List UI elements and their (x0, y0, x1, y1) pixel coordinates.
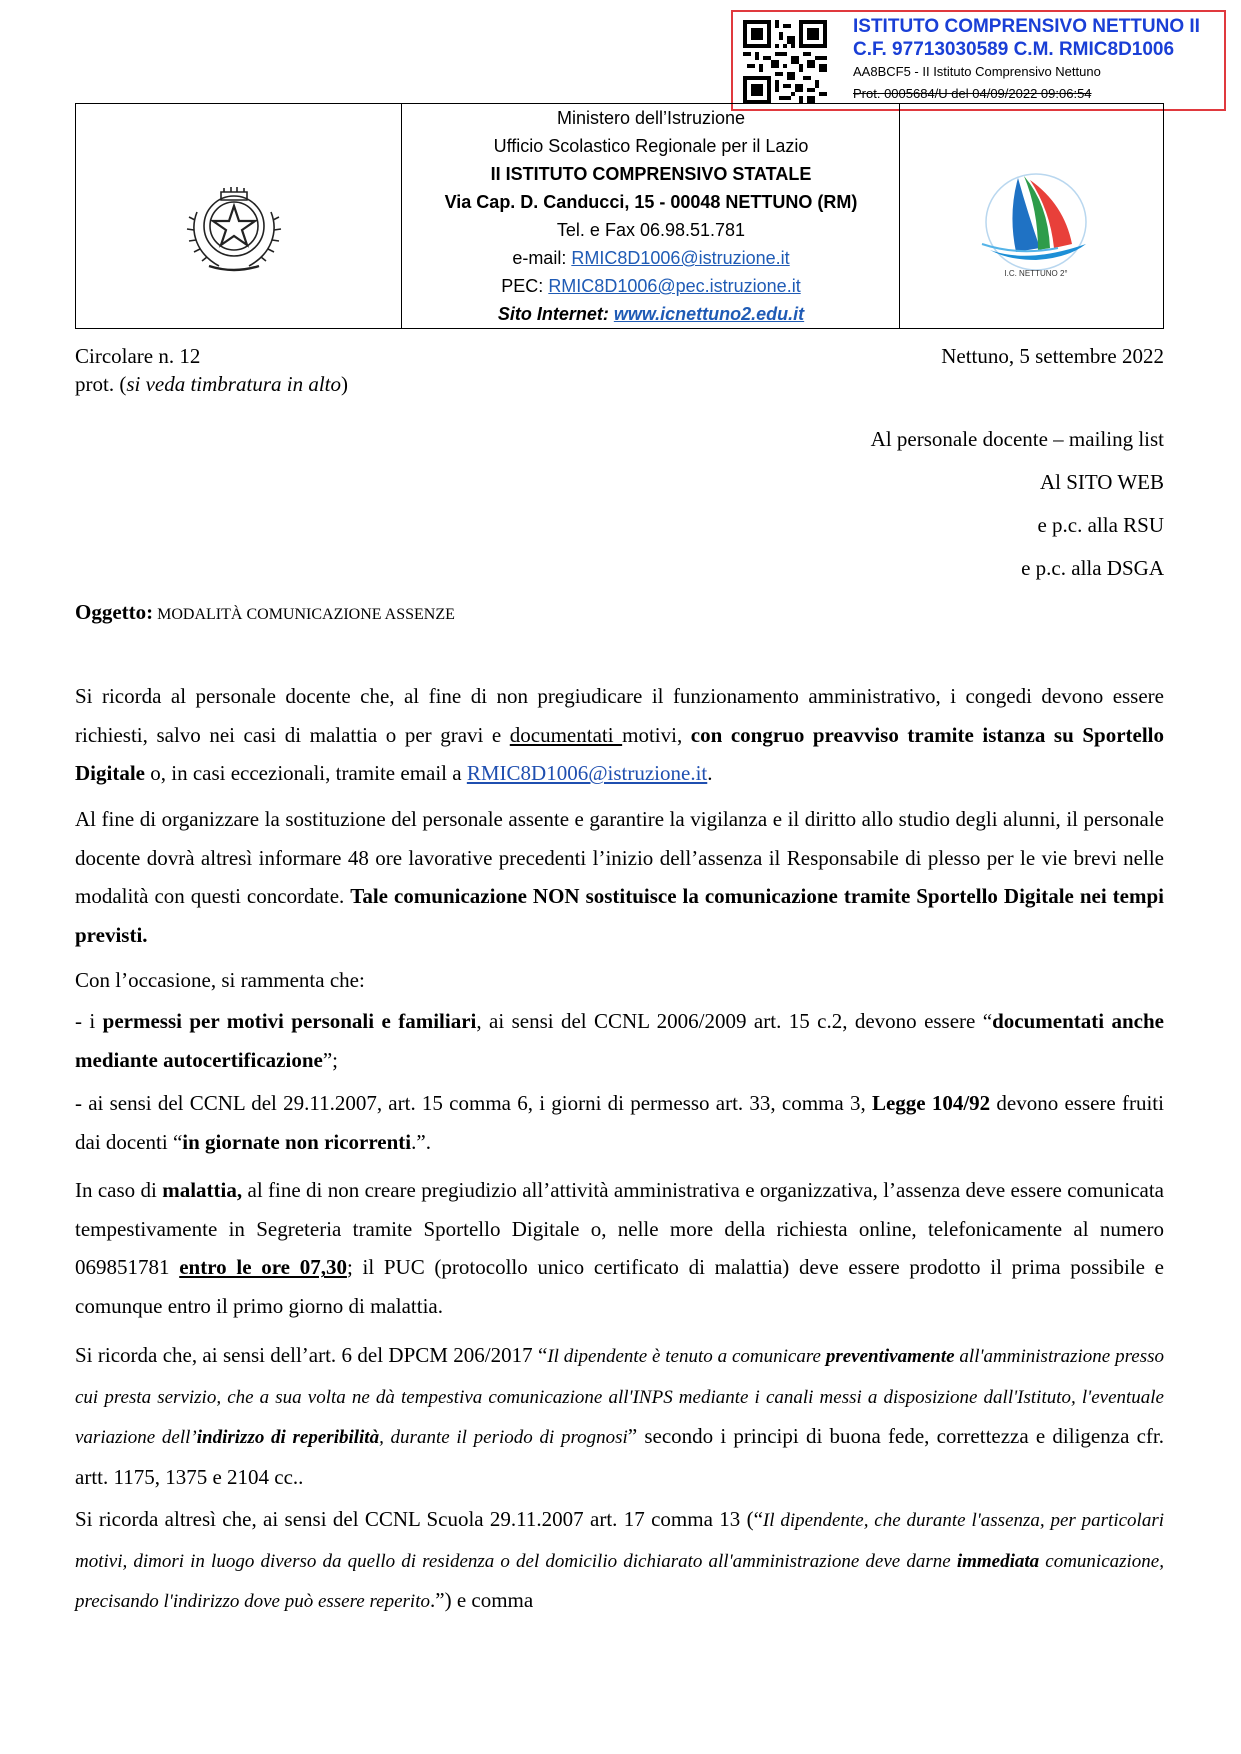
recipient: Al SITO WEB (1039, 470, 1164, 494)
pec-label: PEC: (501, 276, 549, 296)
place-date: Nettuno, 5 settembre 2022 (941, 344, 1164, 368)
email-link[interactable]: RMIC8D1006@istruzione.it (466, 761, 708, 786)
body-paragraph-5: - ai sensi del CCNL del 29.11.2007, art. 15 comma 6, i giorni di permesso art. 33, comma 3, Legge 104/92 devono essere fruiti dai docenti “in giornate non ricorrenti.”. (75, 1091, 1164, 1154)
email-link[interactable]: RMIC8D1006@istruzione.it (571, 248, 790, 268)
recipient: Al personale docente – mailing list (870, 427, 1164, 451)
email-label: e-mail: (512, 248, 572, 268)
letterhead-table (75, 103, 1164, 329)
header-ministry: Ministero dell’Istruzione (556, 108, 746, 128)
header-pec-line (402, 272, 900, 300)
stamp-protocol: Prot. 0005684/U del 04/09/2022 09:06:54 (853, 86, 1092, 101)
body-paragraph-6: In caso di malattia, al fine di non creare pregiudizio all’attività amministrativa e organizzativa, l’assenza deve essere comunicata tempestivamente in Segreteria tramite Sportello Digitale o, nelle more della richiesta online, telefonicamente al numero 069851781 entro le ore 07,30; il PUC (protocollo unico certificato di malattia) deve essere prodotto il prima possibile e comunque entro il primo giorno di malattia. (75, 1178, 1165, 1319)
stamp-school-name: ISTITUTO COMPRENSIVO NETTUNO II (853, 16, 1200, 37)
stamp-aoo: AA8BCF5 - II Istituto Comprensivo Nettuno (853, 64, 1101, 79)
body-paragraph-2: Al fine di organizzare la sostituzione del personale assente e garantire la vigilanza e il diritto allo studio degli alunni, il personale docente dovrà altresì informare 48 ore lavorative precedenti l’inizio dell’assenza il Responsabile di plesso per le vie brevi nelle modalità con questi concordate. Tale comunicazione NON sostituisce la comunicazione tramite Sportello Digitale nei tempi previsti. (75, 807, 1164, 948)
body-paragraph-4: - i permessi per motivi personali e familiari, ai sensi del CCNL 2006/2009 art. 15 c.2, devono essere “documentati anche mediante autocertificazione”; (75, 1009, 1164, 1072)
header-site-line (402, 300, 900, 328)
circolare-number: Circolare n. 12 (75, 344, 201, 368)
header-phone: Tel. e Fax 06.98.51.781 (556, 220, 746, 240)
body-paragraph-7: Si ricorda che, ai sensi dell’art. 6 del DPCM 206/2017 “Il dipendente è tenuto a comunicare preventivamente all'amministrazione presso cui presta servizio, che a sua volta ne dà tempestiva comunicazione all'INPS mediante i canali messi a disposizione dall'Istituto, l'eventuale variazione dell’indirizzo di reperibilità, durante il periodo di prognosi” secondo i principi di buona fede, correttezza e diligenza cfr. artt. 1175, 1375 e 2104 cc.. (75, 1343, 1165, 1490)
body-paragraph-1: Si ricorda al personale docente che, al fine di non pregiudicare il funzionamento amministrativo, i congedi devono essere richiesti, salvo nei casi di malattia o per gravi e documentati motivi, con congruo preavviso tramite istanza su Sportello Digitale o, in casi eccezionali, tramite email a RMIC8D1006@istruzione.it. (75, 684, 1164, 786)
site-link[interactable]: www.icnettuno2.edu.it (613, 304, 805, 324)
header-address: Via Cap. D. Canducci, 15 - 00048 NETTUNO (RM) (444, 192, 858, 212)
stamp-codes: C.F. 97713030589 C.M. RMIC8D1006 (853, 39, 1175, 60)
body-paragraph-3: Con l’occasione, si rammenta che: (75, 968, 365, 992)
header-school: II ISTITUTO COMPRENSIVO STATALE (490, 164, 812, 184)
pec-link[interactable]: RMIC8D1006@pec.istruzione.it (548, 276, 801, 296)
recipient: e p.c. alla DSGA (1021, 556, 1164, 580)
qr-code-icon (743, 20, 827, 104)
protocol-stamp (731, 10, 1226, 111)
logo-caption: I.C. NETTUNO 2° (1004, 269, 1068, 278)
header-office: Ufficio Scolastico Regionale per il Lazio (493, 136, 809, 156)
recipient: e p.c. alla RSU (1037, 513, 1164, 537)
school-logo-icon (968, 164, 1104, 282)
subject-line (75, 598, 455, 629)
italian-republic-emblem-icon (179, 182, 289, 274)
subject-text: MODALITÀ COMUNICAZIONE ASSENZE (153, 606, 455, 623)
site-label: Sito Internet: (497, 304, 614, 324)
subject-label: Oggetto: (75, 600, 154, 624)
body-paragraph-8: Si ricorda altresì che, ai sensi del CCNL Scuola 29.11.2007 art. 17 comma 13 (“Il dipendente, che durante l'assenza, per particolari motivi, dimori in luogo diverso da quello di residenza o del domicilio dichiarato all'amministrazione deve darne immediata comunicazione, precisando l'indirizzo dove può essere reperito.”) e comma (75, 1507, 1164, 1613)
prot-reference: prot. (si veda timbratura in alto) (75, 372, 348, 396)
header-email-line (402, 244, 900, 272)
